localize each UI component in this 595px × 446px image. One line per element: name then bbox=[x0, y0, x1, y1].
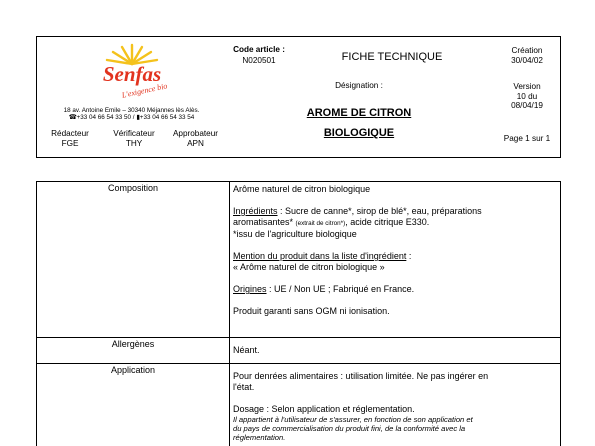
allergens-value: Néant. bbox=[233, 345, 260, 355]
ingredients-line bbox=[233, 206, 552, 217]
composition-description: Arôme naturel de citron biologique bbox=[233, 184, 371, 194]
ingredients-text: : Sucre de canne*, sirop de blé*, eau, préparations bbox=[277, 206, 482, 216]
article-code bbox=[226, 37, 292, 77]
ingredients-detail: (extrait de citron*) bbox=[295, 220, 346, 227]
phone-icon: ☎ bbox=[68, 114, 77, 121]
allergens-label: Allergènes bbox=[37, 338, 230, 363]
document-header bbox=[36, 36, 561, 158]
article-code-label: Code article : bbox=[233, 45, 285, 54]
role-title: Vérificateur bbox=[113, 129, 155, 138]
fax-number: +33 04 66 54 33 54 bbox=[139, 114, 195, 121]
spec-table bbox=[36, 181, 561, 446]
dosage-text: Dosage : Selon application et réglementation. bbox=[233, 404, 415, 414]
creation-date: 30/04/02 bbox=[511, 56, 543, 65]
product-name-line2: BIOLOGIQUE bbox=[323, 127, 395, 139]
application-text-1: Pour denrées alimentaires : utilisation limitée. Ne pas ingérer en bbox=[233, 371, 489, 381]
company-address: 18 av. Antoine Emile – 30340 Méjannes lès Alès. bbox=[63, 107, 200, 114]
article-code-value: N020501 bbox=[242, 56, 276, 65]
regulation-note-3: réglementation. bbox=[233, 433, 286, 442]
product-name-line1: AROME DE CITRON bbox=[306, 107, 412, 119]
mention-line: Mention du produit dans la liste d'ingrédient : bbox=[233, 251, 412, 261]
mention-label: Mention du produit dans la liste d'ingrédient bbox=[233, 251, 407, 261]
company-block bbox=[37, 37, 226, 123]
role-title: Approbateur bbox=[172, 129, 219, 138]
origins-value: : UE / Non UE ; Fabriqué en France. bbox=[266, 284, 415, 294]
ingredients-line-2: aromatisantes* (extrait de citron*), acide citrique E330. bbox=[233, 217, 430, 227]
application-label: Application bbox=[37, 364, 230, 446]
document-type: FICHE TECHNIQUE bbox=[341, 51, 443, 63]
role-title: Rédacteur bbox=[51, 129, 89, 138]
designation-label: Désignation : bbox=[335, 81, 383, 90]
organic-note: *issu de l'agriculture biologique bbox=[233, 229, 357, 239]
designation-block bbox=[226, 77, 492, 157]
application-value bbox=[230, 364, 560, 442]
version-date: 08/04/19 bbox=[511, 101, 543, 110]
role-redacteur bbox=[37, 124, 103, 157]
version-block bbox=[492, 77, 562, 120]
allergens-row bbox=[37, 337, 560, 363]
version-label: Version bbox=[513, 82, 541, 91]
fax-icon: ▮ bbox=[136, 114, 140, 121]
role-name: THY bbox=[125, 139, 143, 148]
ingredients-label: Ingrédients bbox=[233, 206, 278, 216]
phone-number: +33 04 66 54 33 50 / bbox=[76, 114, 135, 121]
role-name: FGE bbox=[61, 139, 79, 148]
product-name bbox=[226, 103, 492, 143]
composition-label: Composition bbox=[37, 182, 230, 337]
role-name: APN bbox=[187, 139, 204, 148]
regulation-note-1: Il appartient à l'utilisateur de s'assurer, en fonction de son application et bbox=[233, 415, 473, 424]
brand-tagline: L'exigence bio bbox=[120, 81, 169, 100]
mention-value: « Arôme naturel de citron biologique » bbox=[233, 262, 385, 272]
creation-date-block bbox=[492, 37, 562, 77]
brand-name: Senfas bbox=[102, 62, 162, 86]
page-number: Page 1 sur 1 bbox=[503, 134, 551, 143]
senfas-logo bbox=[89, 41, 175, 103]
company-contact bbox=[41, 114, 222, 122]
role-approbateur bbox=[165, 124, 226, 157]
application-row bbox=[37, 363, 560, 446]
application-text-2: l'état. bbox=[233, 382, 255, 392]
guarantee-text: Produit garanti sans OGM ni ionisation. bbox=[233, 306, 390, 316]
composition-value bbox=[230, 182, 560, 317]
role-verificateur bbox=[103, 124, 165, 157]
version-number: 10 du bbox=[516, 91, 538, 101]
origins-line bbox=[233, 284, 552, 295]
composition-row bbox=[37, 182, 560, 337]
regulation-note-2: du pays de commercialisation du produit fini, de la conformité avec la bbox=[233, 424, 466, 433]
origins-label: Origines bbox=[233, 284, 267, 294]
creation-label: Création bbox=[511, 46, 543, 55]
